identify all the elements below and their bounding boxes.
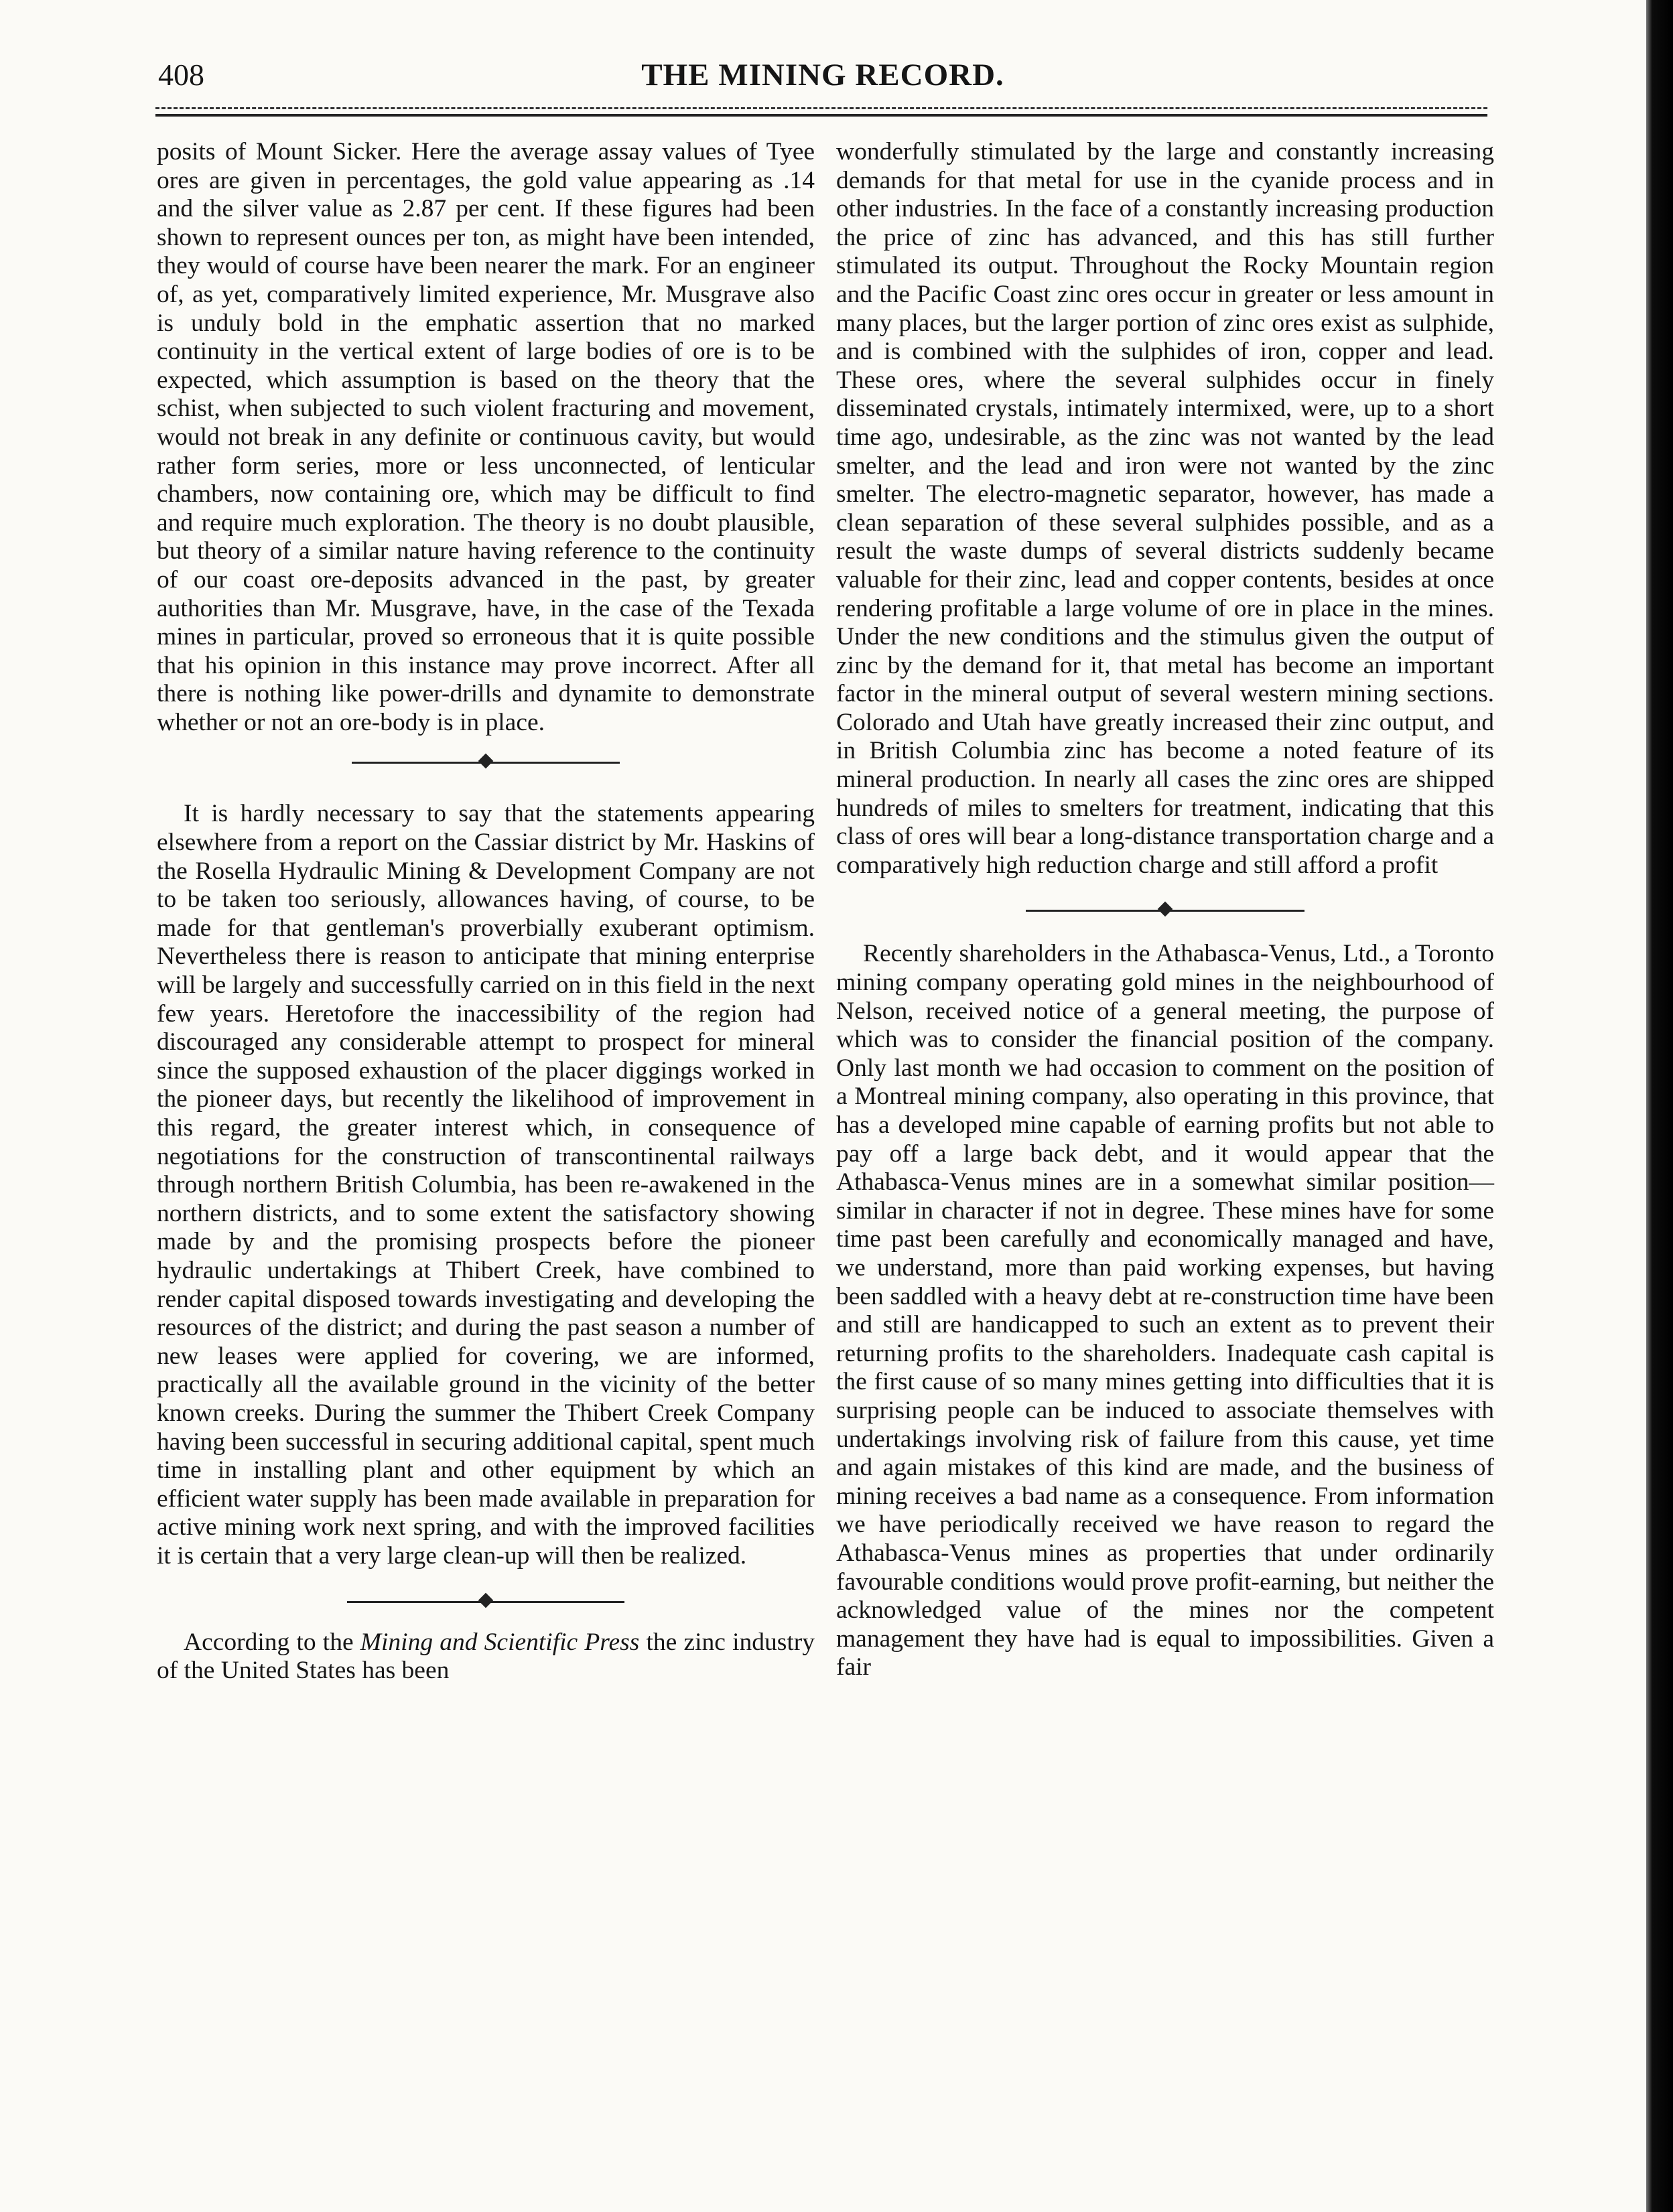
page-number: 408	[158, 58, 204, 92]
divider-ornament	[478, 1592, 494, 1608]
paragraph-zinc-continued: wonderfully stimulated by the large and constantly increasing demands for that metal for use in the cyanide process and in other industries. In the face of a constantly increasing production the price of zinc has advanced, and this has still further stimulated its output. Throughout the Rocky Mountain region and the Pacific Coast zinc ores occur in greater or less amount in many places, but the larger portion of zinc ores exist as sulphide, and is combined with the sulphides of iron, copper and lead. These ores, where the several sulphides occur in finely disseminated crystals, intimately intermixed, were, up to a short time ago, undesirable, as the zinc was not wanted by the lead smelter, and the lead and iron were not wanted by the zinc smelter. The electro-magnetic separator, however, has made a clean separation of these several sulphides possible, and as a result the waste dumps of several districts suddenly became valuable for their zinc, lead and copper contents, besides at once rendering profitable a large volume of ore in place in the mines. Under the new conditions and the stimulus given the output of zinc by the demand for it, that metal has become an important factor in the mineral output of several western mining sections. Colorado and Utah have greatly increased their zinc output, and in British Columbia zinc has become a noted feature of its mineral production. In nearly all cases the zinc ores are shipped hundreds of miles to smelters for treatment, indicating that this class of ores will bear a long-distance transportation charge and a comparatively high reduction charge and still afford a profit	[836, 138, 1494, 879]
section-divider	[347, 1587, 624, 1615]
page-edge-shadow	[1646, 0, 1673, 2212]
page-header	[158, 55, 1487, 109]
paragraph-athabasca-venus: Recently shareholders in the Athabasca-Venus, Ltd., a Toronto mining company operating gold mines in the neighbourhood of Nelson, received notice of a general meeting, the purpose of which was to consider the financial position of the company. Only last month we had occasion to comment on the position of a Montreal mining company, also operating in this province, that has a developed mine capable of earning profits but not able to pay off a large back debt, and it would appear that the Athabasca-Venus mines are in a somewhat similar position—similar in character if not in degree. These mines have for some time past been carefully and economically managed and have, we understand, more than paid working expenses, but having been saddled with a heavy debt at re-construction time have been and still are handicapped to such an extent as to prevent their returning profits to the shareholders. Inadequate cash capital is the first cause of so many mines getting into difficulties that it is surprising people can be induced to associate themselves with undertakings involving risk of failure from this cause, yet time and again mistakes of this kind are made, and the business of mining receives a bad name as a consequence. From information we have periodically received we have reason to regard the Athabasca-Venus mines as properties that under ordinarily favourable conditions would prove profit-earning, but neither the acknowledged value of the mines nor the competent management they have had is equal to impossibilities. Given a fair	[836, 940, 1494, 1681]
header-rule	[155, 107, 1487, 117]
text-run: According to the	[184, 1628, 354, 1656]
paragraph-cassiar: It is hardly necessary to say that the statements appearing elsewhere from a report on the Cassiar district by Mr. Haskins of the Rosella Hydraulic Mining & Development Company are not to be taken too seriously, allowances having, of course, to be made for that gentleman's proverbially exuberant optimism. Nevertheless there is reason to anticipate that mining enterprise will be largely and successfully carried on in this field in the next few years. Heretofore the inaccessibility of the region had discouraged any considerable attempt to prospect for mineral since the supposed exhaustion of the placer diggings worked in the pioneer days, but recently the likelihood of improvement in this regard, the greater interest which, in consequence of negotiations for the construction of transcontinental railways through northern British Columbia, has been re-awakened in the northern districts, and to some extent the satisfactory showing made by and the promising prospects before the pioneer hydraulic undertakings at Thibert Creek, have combined to render capital disposed towards investigating and developing the resources of the district; and during the past season a number of new leases were applied for covering, we are informed, practically all the available ground in the vicinity of the better known creeks. During the summer the Thibert Creek Company having been successful in securing additional capital, spent much time in installing plant and other equipment by which an efficient water supply has been made available in preparation for active mining work next spring, and with the improved facilities it is certain that a very large clean-up will then be realized.	[157, 800, 815, 1570]
text-run: the zinc industry of the United States has been	[157, 1628, 815, 1685]
running-title: THE MINING RECORD.	[641, 58, 1004, 92]
paragraph-mount-sicker: posits of Mount Sicker. Here the average assay values of Tyee ores are given in percentages, the gold value appearing as .14 and the silver value as 2.87 per cent. If these figures had been shown to represent ounces per ton, as might have been intended, they would of course have been nearer the mark. For an engineer of, as yet, comparatively limited experience, Mr. Musgrave also is unduly bold in the emphatic assertion that no marked continuity in the vertical extent of large bodies of ore is to be expected, which assumption is based on the theory that the schist, when subjected to such violent fracturing and movement, would not break in any definite or continuous cavity, but would rather form series, more or less unconnected, of lenticular chambers, now containing ore, which may be difficult to find and require much exploration. The theory is no doubt plausible, but theory of a similar nature having reference to the continuity of our coast ore-deposits advanced in the past, by greater authorities than Mr. Musgrave, have, in the case of the Texada mines in particular, proved so erroneous that it is quite possible that his opinion in this instance may prove incorrect. After all there is nothing like power-drills and dynamite to demonstrate whether or not an ore-body is in place.	[157, 138, 815, 736]
divider-ornament	[478, 754, 494, 769]
publication-title: Mining and Scientific Press	[360, 1628, 640, 1656]
section-divider	[1026, 896, 1304, 924]
divider-ornament	[1158, 902, 1173, 917]
right-column	[836, 138, 1494, 1682]
left-column	[157, 138, 815, 1685]
section-divider	[352, 748, 620, 776]
paragraph-zinc-start	[157, 1629, 815, 1685]
